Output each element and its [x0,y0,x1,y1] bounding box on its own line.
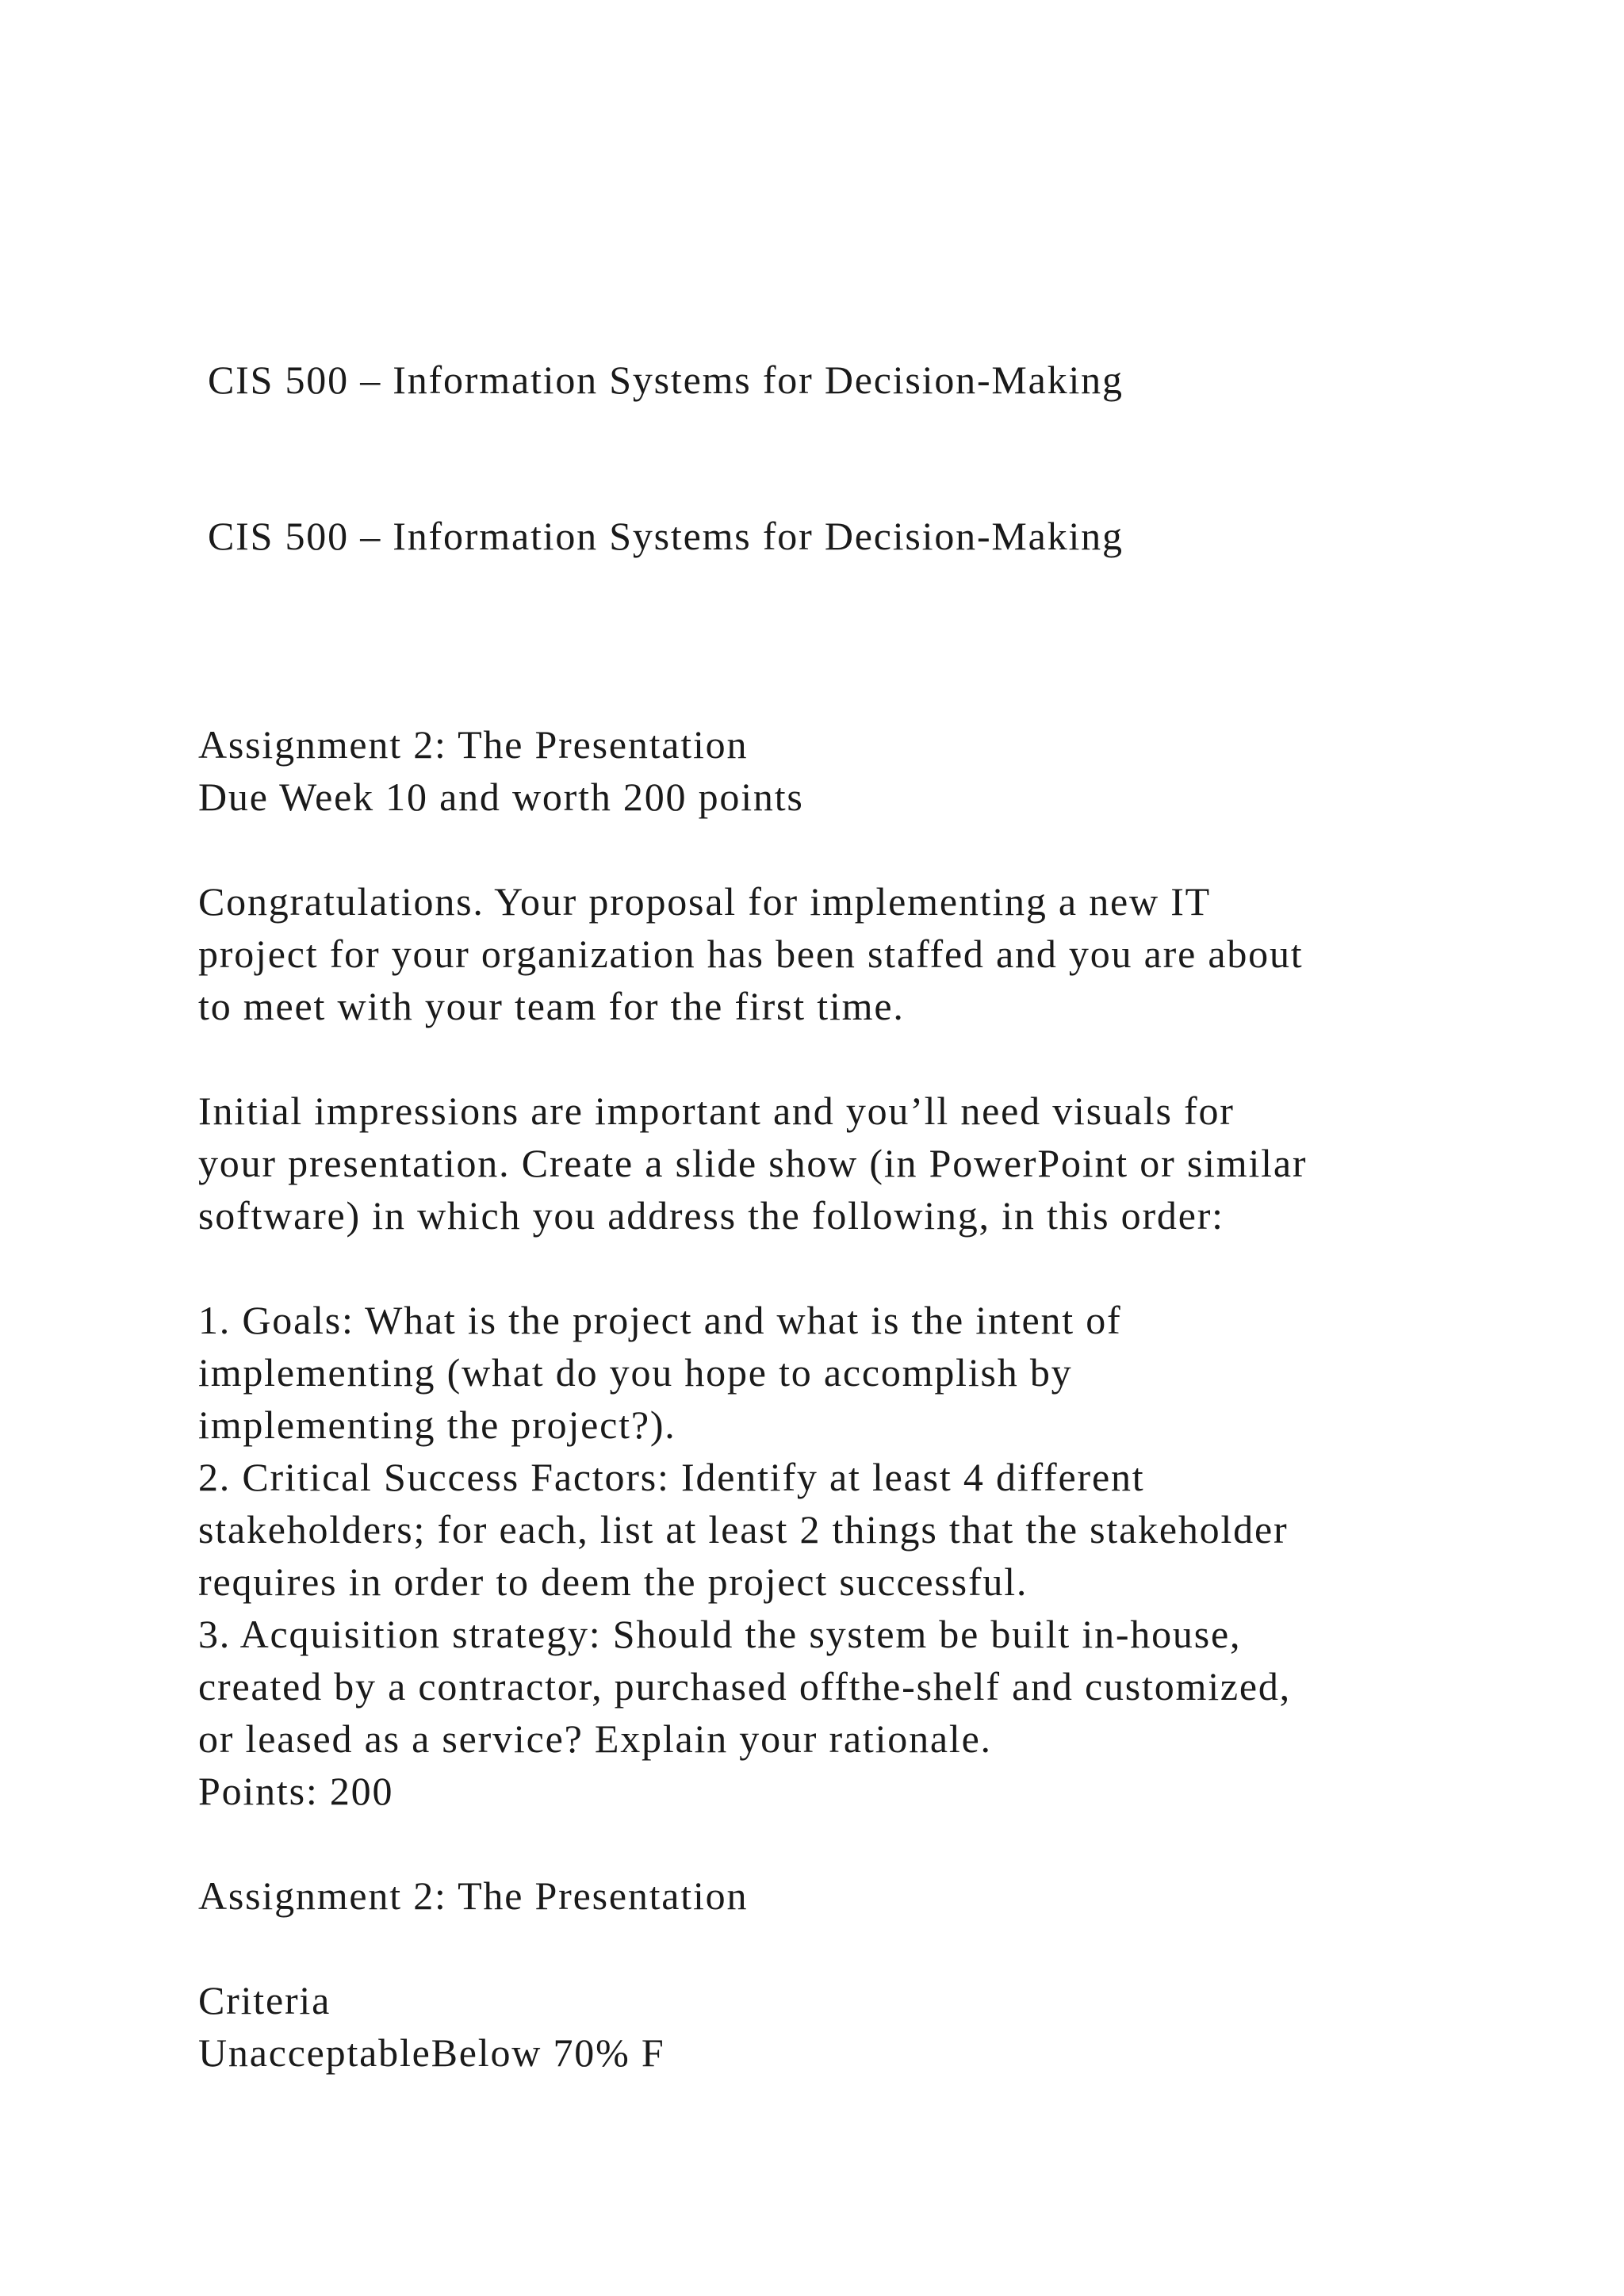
list-item-line: or leased as a service? Explain your rationale. [198,1716,992,1761]
list-item-line: created by a contractor, purchased offthe-shelf and customized, [198,1664,1291,1709]
due-line: Due Week 10 and worth 200 points [198,775,804,819]
list-item-line: 3. Acquisition strategy: Should the system be built in-house, [198,1612,1242,1656]
grade-label: UnacceptableBelow 70% F [198,2030,665,2075]
instructions-line: your presentation. Create a slide show (in PowerPoint or similar [198,1141,1308,1185]
rubric-title: Assignment 2: The Presentation [198,1873,749,1918]
criteria-label: Criteria [198,1978,331,2022]
list-item-line: stakeholders; for each, list at least 2 things that the stakeholder [198,1507,1289,1552]
list-item-line: implementing (what do you hope to accomplish by [198,1350,1073,1395]
instructions-line: Initial impressions are important and you’ll need visuals for [198,1089,1235,1133]
assignment-title: Assignment 2: The Presentation [198,722,749,767]
list-item-line: implementing the project?). [198,1402,676,1447]
instructions-line: software) in which you address the following, in this order: [198,1193,1224,1238]
list-item-line: 2. Critical Success Factors: Identify at least 4 different [198,1455,1145,1499]
list-item-line: 1. Goals: What is the project and what is the intent of [198,1298,1122,1342]
course-title: CIS 500 – Information Systems for Decision-Making [208,358,1124,402]
course-title-repeat: CIS 500 – Information Systems for Decision-Making [208,514,1124,558]
list-item-line: requires in order to deem the project successful. [198,1559,1028,1604]
intro-line: Congratulations. Your proposal for implementing a new IT [198,879,1212,924]
intro-line: project for your organization has been staffed and you are about [198,932,1304,976]
points-line: Points: 200 [198,1769,394,1813]
intro-line: to meet with your team for the first time. [198,984,905,1028]
